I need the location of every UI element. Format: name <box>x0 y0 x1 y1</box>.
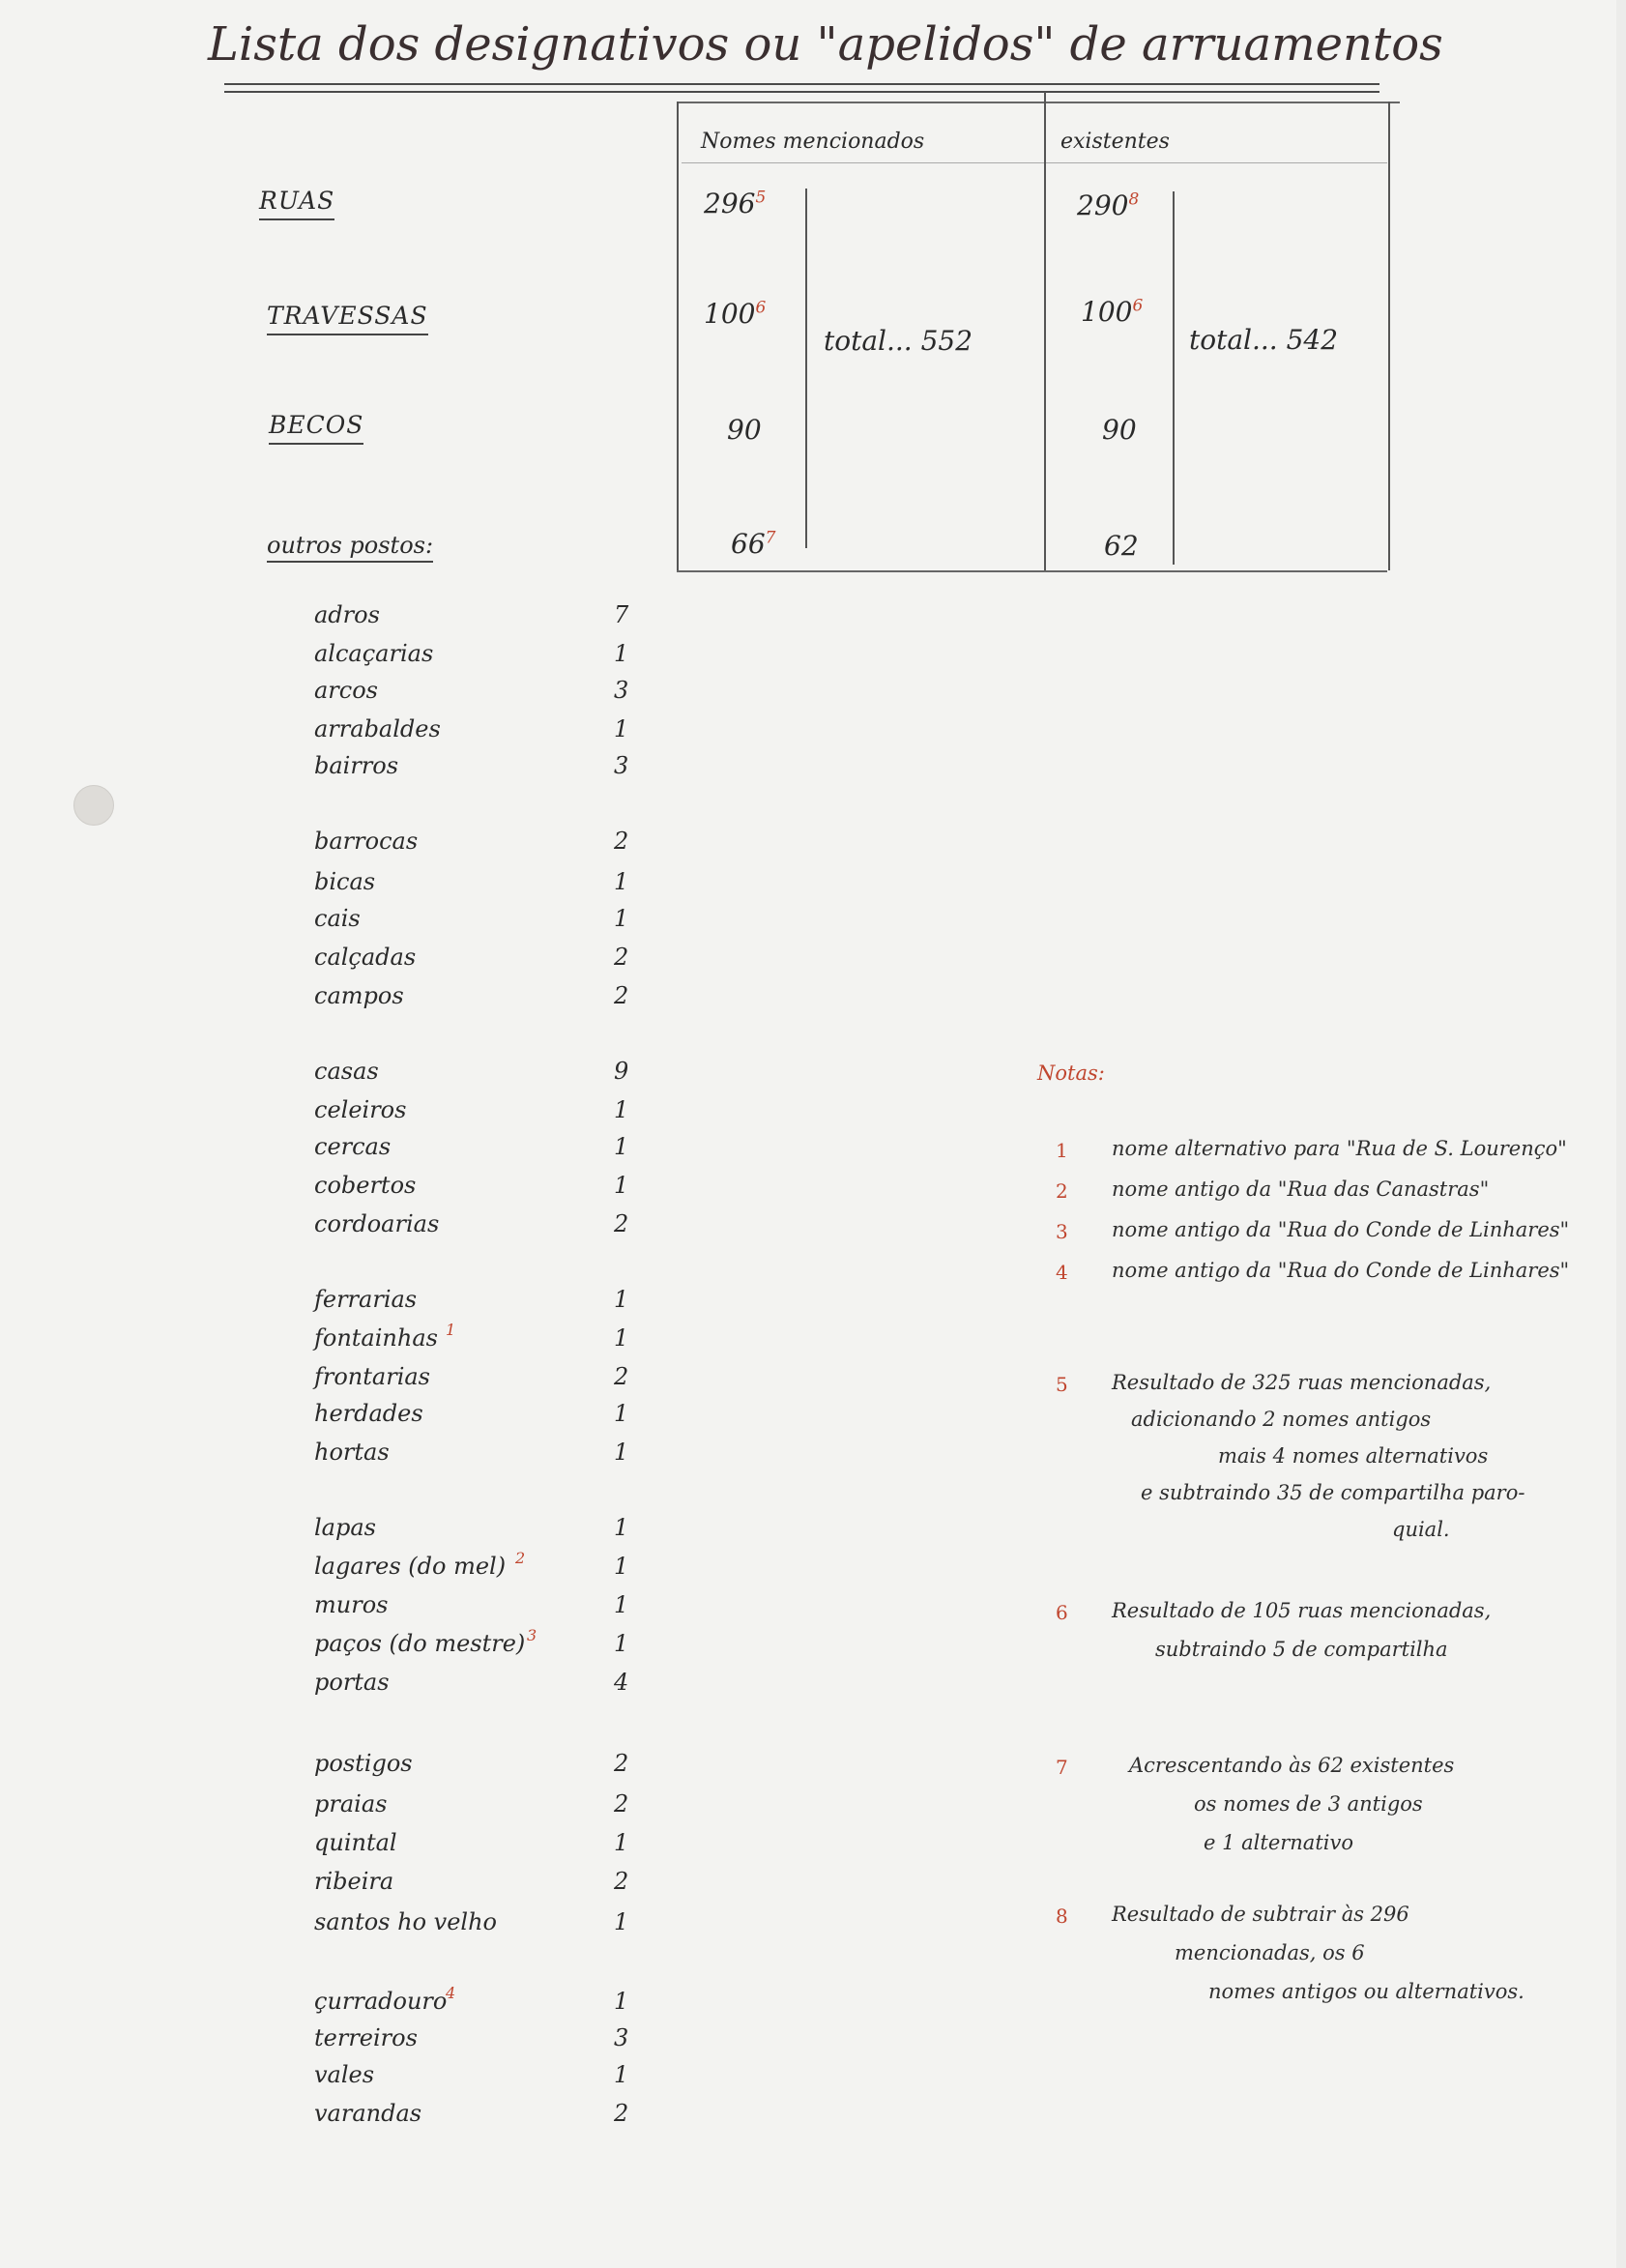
list-item <box>314 868 633 901</box>
list-item <box>314 1829 633 1862</box>
list-item-count: 1 <box>614 1096 629 1123</box>
list-item-name: santos ho velho <box>314 1908 497 1935</box>
list-item-count: 2 <box>614 1750 629 1777</box>
note-text: nomes antigos ou alternativos. <box>1208 1980 1524 2003</box>
note-text: nome antigo da "Rua das Canastras" <box>1112 1178 1490 1201</box>
list-item <box>314 715 633 748</box>
list-item-name: lapas <box>314 1514 376 1541</box>
list-item-name: muros <box>314 1591 389 1618</box>
note-text: Resultado de 325 ruas mencionadas, <box>1112 1371 1492 1394</box>
becos-mentioned-value: 90 <box>727 414 762 446</box>
list-item-name: terreiros <box>314 2024 418 2051</box>
list-item-count: 1 <box>614 1553 629 1580</box>
becos-existing-value: 90 <box>1102 414 1137 446</box>
list-item-count: 1 <box>614 1172 629 1199</box>
list-item-name: barrocas <box>314 828 419 855</box>
outros-existing-value: 62 <box>1104 530 1139 562</box>
note-text: e subtraindo 35 de compartilha paro- <box>1141 1481 1525 1504</box>
list-item-name: portas <box>314 1669 390 1696</box>
brace-mentioned <box>805 189 807 548</box>
list-item-name: quintal <box>314 1829 397 1856</box>
header-existing: existentes <box>1060 130 1170 154</box>
list-item <box>314 1790 633 1823</box>
punch-hole <box>73 785 114 826</box>
list-item <box>314 1133 633 1166</box>
table-header-rule <box>682 162 1387 163</box>
title-underline-2 <box>224 91 1379 93</box>
list-item-name: cobertos <box>314 1172 417 1199</box>
travessas-existing-note: 6 <box>1132 296 1144 316</box>
list-item <box>314 1363 633 1396</box>
list-item-count: 9 <box>614 1058 629 1085</box>
table-bottom-border <box>677 570 1387 572</box>
list-item-count: 2 <box>614 1868 629 1895</box>
list-item-name: hortas <box>314 1439 390 1466</box>
list-item-name: cais <box>314 905 361 932</box>
becos-mentioned <box>727 414 762 446</box>
ruas-mentioned-note: 5 <box>755 188 767 208</box>
list-item <box>314 1626 633 1663</box>
list-item-name: arcos <box>314 677 378 704</box>
becos-existing <box>1102 414 1137 446</box>
total-mentioned: total... 552 <box>824 325 973 357</box>
list-item <box>314 1591 633 1624</box>
list-item-name: cordoarias <box>314 1210 440 1237</box>
list-item-count: 1 <box>614 868 629 895</box>
ruas-existing <box>1077 189 1139 221</box>
travessas-mentioned <box>704 298 766 330</box>
outros-mentioned <box>731 528 775 560</box>
list-item-count: 3 <box>614 677 629 704</box>
list-item-name: calçadas <box>314 944 417 971</box>
list-item-name: bairros <box>314 752 399 779</box>
list-item-count: 1 <box>614 1324 629 1352</box>
list-item-name: vales <box>314 2061 375 2088</box>
outros-mentioned-note: 7 <box>765 528 776 548</box>
note-number: 6 <box>1056 1601 1068 1624</box>
list-item-count: 3 <box>614 2024 629 2051</box>
note-number: 4 <box>1056 1261 1068 1284</box>
list-item <box>314 1439 633 1471</box>
table-left-border <box>677 102 679 570</box>
list-item-count: 1 <box>614 905 629 932</box>
outros-mentioned-value: 66 <box>731 528 766 560</box>
list-item <box>314 905 633 938</box>
note-text: quial. <box>1392 1518 1450 1541</box>
list-item-name: ribeira <box>314 1868 394 1895</box>
list-item <box>314 1321 633 1357</box>
list-item-name: lagares (do mel) <box>314 1553 507 1580</box>
note-text: e 1 alternativo <box>1204 1831 1353 1854</box>
note-text: mais 4 nomes alternativos <box>1218 1444 1489 1468</box>
brace-existing <box>1173 191 1175 565</box>
table-right-border <box>1388 102 1390 570</box>
list-item-count: 1 <box>614 715 629 742</box>
list-item <box>314 1210 633 1243</box>
note-text: mencionadas, os 6 <box>1175 1941 1365 1964</box>
list-item-note-marker: 3 <box>527 1626 537 1644</box>
list-item <box>314 2100 633 2133</box>
table-middle-border <box>1044 92 1046 570</box>
list-item <box>314 982 633 1015</box>
ruas-mentioned-value: 296 <box>704 188 756 219</box>
note-text: nome alternativo para "Rua de S. Lourenço" <box>1112 1137 1567 1160</box>
list-item-name: çurradouro <box>314 1988 448 2015</box>
list-item-count: 1 <box>614 1908 629 1935</box>
list-item-name: cercas <box>314 1133 392 1160</box>
outros-existing <box>1104 530 1139 562</box>
list-item <box>314 1058 633 1090</box>
list-item-count: 2 <box>614 1210 629 1237</box>
list-item <box>314 1984 633 2021</box>
list-item-count: 2 <box>614 982 629 1009</box>
list-item <box>314 677 633 710</box>
ruas-existing-value: 290 <box>1077 189 1129 221</box>
note-text: os nomes de 3 antigos <box>1194 1792 1423 1816</box>
list-item-count: 2 <box>614 1790 629 1817</box>
list-item-count: 1 <box>614 1829 629 1856</box>
list-item-count: 1 <box>614 1439 629 1466</box>
label-ruas: RUAS <box>259 187 334 220</box>
list-item-count: 1 <box>614 1591 629 1618</box>
list-item-name: paços (do mestre) <box>314 1630 526 1657</box>
label-travessas: TRAVESSAS <box>267 302 428 335</box>
list-item-name: frontarias <box>314 1363 430 1390</box>
list-item <box>314 1096 633 1129</box>
list-item-name: alcaçarias <box>314 640 434 667</box>
list-item-count: 1 <box>614 1400 629 1427</box>
travessas-mentioned-value: 100 <box>704 298 756 330</box>
list-item-name: celeiros <box>314 1096 407 1123</box>
note-number: 5 <box>1056 1373 1068 1396</box>
list-item-count: 1 <box>614 2061 629 2088</box>
list-item-note-marker: 2 <box>515 1549 526 1567</box>
list-item <box>314 1549 633 1585</box>
note-number: 8 <box>1056 1905 1068 1928</box>
note-text: Resultado de subtrair às 296 <box>1112 1903 1409 1926</box>
note-number: 7 <box>1056 1756 1068 1779</box>
list-item <box>314 1514 633 1547</box>
list-item-count: 1 <box>614 1630 629 1657</box>
list-item-note-marker: 4 <box>446 1984 456 2002</box>
list-item-name: adros <box>314 601 380 628</box>
list-item <box>314 2061 633 2094</box>
label-becos: BECOS <box>269 411 363 445</box>
note-text: nome antigo da "Rua do Conde de Linhares" <box>1112 1218 1570 1241</box>
ruas-existing-note: 8 <box>1128 189 1140 210</box>
title-underline <box>224 83 1379 85</box>
page-title: Lista dos designativos ou "apelidos" de arruamentos <box>208 17 1443 72</box>
list-item <box>314 2024 633 2057</box>
list-item <box>314 944 633 976</box>
list-item-name: arrabaldes <box>314 715 441 742</box>
travessas-existing-value: 100 <box>1081 296 1133 328</box>
list-item-name: praias <box>314 1790 388 1817</box>
note-text: Acrescentando às 62 existentes <box>1129 1754 1455 1777</box>
note-number: 3 <box>1056 1220 1068 1243</box>
list-item-name: herdades <box>314 1400 423 1427</box>
travessas-mentioned-note: 6 <box>755 298 767 318</box>
list-item <box>314 1400 633 1433</box>
list-item-count: 1 <box>614 640 629 667</box>
list-item-count: 7 <box>614 601 629 628</box>
list-item-name: postigos <box>314 1750 413 1777</box>
list-item-count: 1 <box>614 1133 629 1160</box>
list-item <box>314 752 633 785</box>
total-existing: total... 542 <box>1189 324 1339 356</box>
ruas-mentioned <box>704 188 766 219</box>
note-number: 1 <box>1056 1139 1068 1162</box>
list-item <box>314 1868 633 1901</box>
list-item-name: fontainhas <box>314 1324 438 1352</box>
list-item-count: 1 <box>614 1514 629 1541</box>
list-item <box>314 1172 633 1205</box>
list-item <box>314 828 633 860</box>
list-item-count: 2 <box>614 2100 629 2127</box>
notes-heading: Notas: <box>1037 1061 1105 1085</box>
list-item-name: bicas <box>314 868 376 895</box>
list-item-count: 4 <box>614 1669 629 1696</box>
list-item <box>314 1750 633 1783</box>
list-item-count: 1 <box>614 1988 629 2015</box>
list-item <box>314 1908 633 1941</box>
list-item-count: 2 <box>614 944 629 971</box>
list-item <box>314 601 633 634</box>
table-top-border <box>677 102 1400 103</box>
list-item-count: 3 <box>614 752 629 779</box>
list-item-count: 2 <box>614 828 629 855</box>
list-item-count: 1 <box>614 1286 629 1313</box>
list-item <box>314 1669 633 1701</box>
note-text: nome antigo da "Rua do Conde de Linhares" <box>1112 1259 1570 1282</box>
travessas-existing <box>1081 296 1143 328</box>
list-item <box>314 1286 633 1319</box>
note-text: subtraindo 5 de compartilha <box>1155 1638 1448 1661</box>
list-item-note-marker: 1 <box>446 1321 456 1339</box>
label-outros-postos: outros postos: <box>267 532 433 563</box>
list-item-name: varandas <box>314 2100 422 2127</box>
note-number: 2 <box>1056 1179 1068 1203</box>
list-item-name: campos <box>314 982 404 1009</box>
list-item <box>314 640 633 673</box>
list-item-count: 2 <box>614 1363 629 1390</box>
note-text: Resultado de 105 ruas mencionadas, <box>1112 1599 1492 1622</box>
header-mentioned: Nomes mencionados <box>701 130 925 154</box>
list-item-name: ferrarias <box>314 1286 418 1313</box>
list-item-name: casas <box>314 1058 379 1085</box>
note-text: adicionando 2 nomes antigos <box>1131 1408 1432 1431</box>
